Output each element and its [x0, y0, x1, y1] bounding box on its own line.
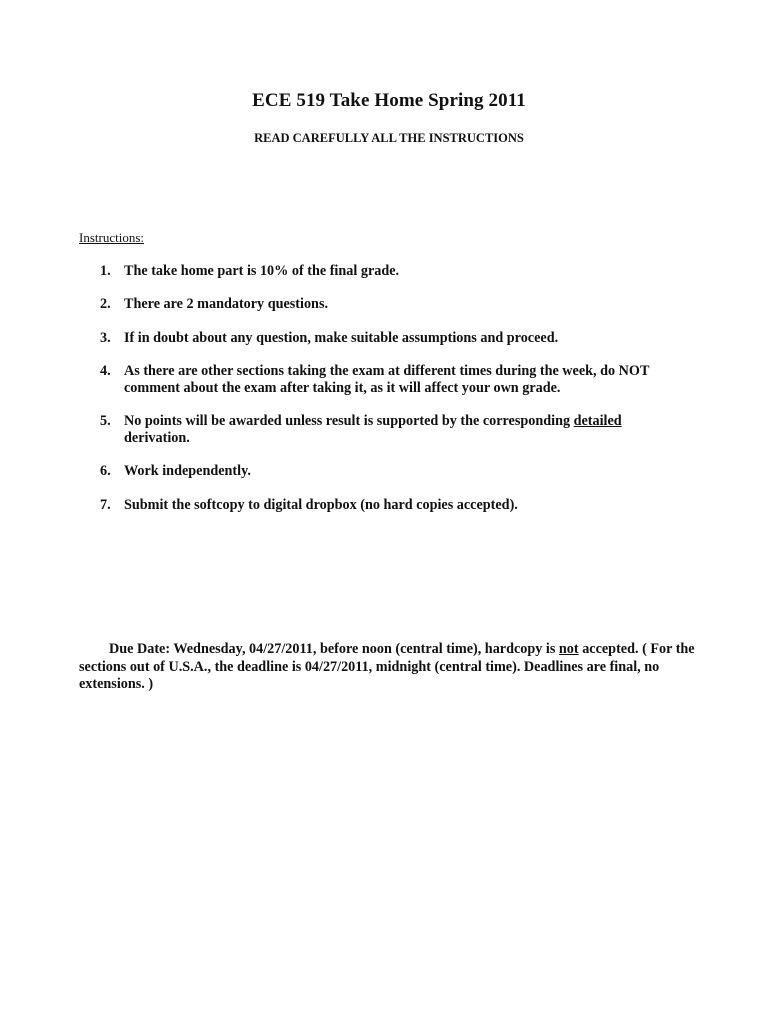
instruction-text: There are 2 mandatory questions. [124, 296, 329, 313]
instruction-item-5 [100, 413, 690, 447]
instruction-text: Work independently. [124, 463, 251, 480]
instruction-item-6 [100, 463, 690, 480]
due-date-text-end: accepted. ( For the sections out of U.S.A., the deadline is 04/27/2011, midnight (central time). Deadlines are final, no extensions. ) [79, 641, 695, 693]
instruction-text: If in doubt about any question, make suitable assumptions and proceed. [124, 329, 559, 346]
instruction-number: 3. [100, 329, 111, 346]
due-date-text-start: Due Date: Wednesday, 04/27/2011, before noon (central time), hardcopy is [109, 641, 559, 658]
instruction-text-end: derivation. [124, 430, 190, 447]
instruction-number: 4. [100, 362, 111, 379]
due-date-paragraph [79, 641, 709, 694]
instruction-text-start: No points will be awarded unless result is supported by the corresponding [124, 413, 574, 430]
instruction-number: 6. [100, 463, 111, 480]
due-date-emphasis: not [558, 641, 579, 658]
instruction-text: The take home part is 10% of the final grade. [124, 263, 400, 279]
instruction-text: Submit the softcopy to digital dropbox (no hard copies accepted). [124, 496, 518, 513]
page-subtitle: READ CAREFULLY ALL THE INSTRUCTIONS [254, 131, 524, 145]
instruction-number: 1. [100, 263, 111, 279]
instructions-list [100, 263, 690, 530]
instruction-item-2 [100, 296, 690, 313]
instruction-item-3 [100, 330, 690, 347]
instruction-number: 5. [100, 413, 111, 430]
instruction-number: 2. [100, 296, 111, 313]
instructions-heading: Instructions: [79, 230, 144, 245]
instruction-text-emphasis: detailed [573, 413, 622, 430]
instruction-item-4 [100, 363, 690, 397]
instruction-item-7 [100, 497, 690, 514]
instruction-text: As there are other sections taking the exam at different times during the week, do NOT comment about the exam after taking it, as it will affect your own grade. [124, 362, 650, 396]
page-title: ECE 519 Take Home Spring 2011 [252, 90, 526, 111]
instruction-number: 7. [100, 496, 111, 513]
instruction-item-1 [100, 263, 690, 280]
